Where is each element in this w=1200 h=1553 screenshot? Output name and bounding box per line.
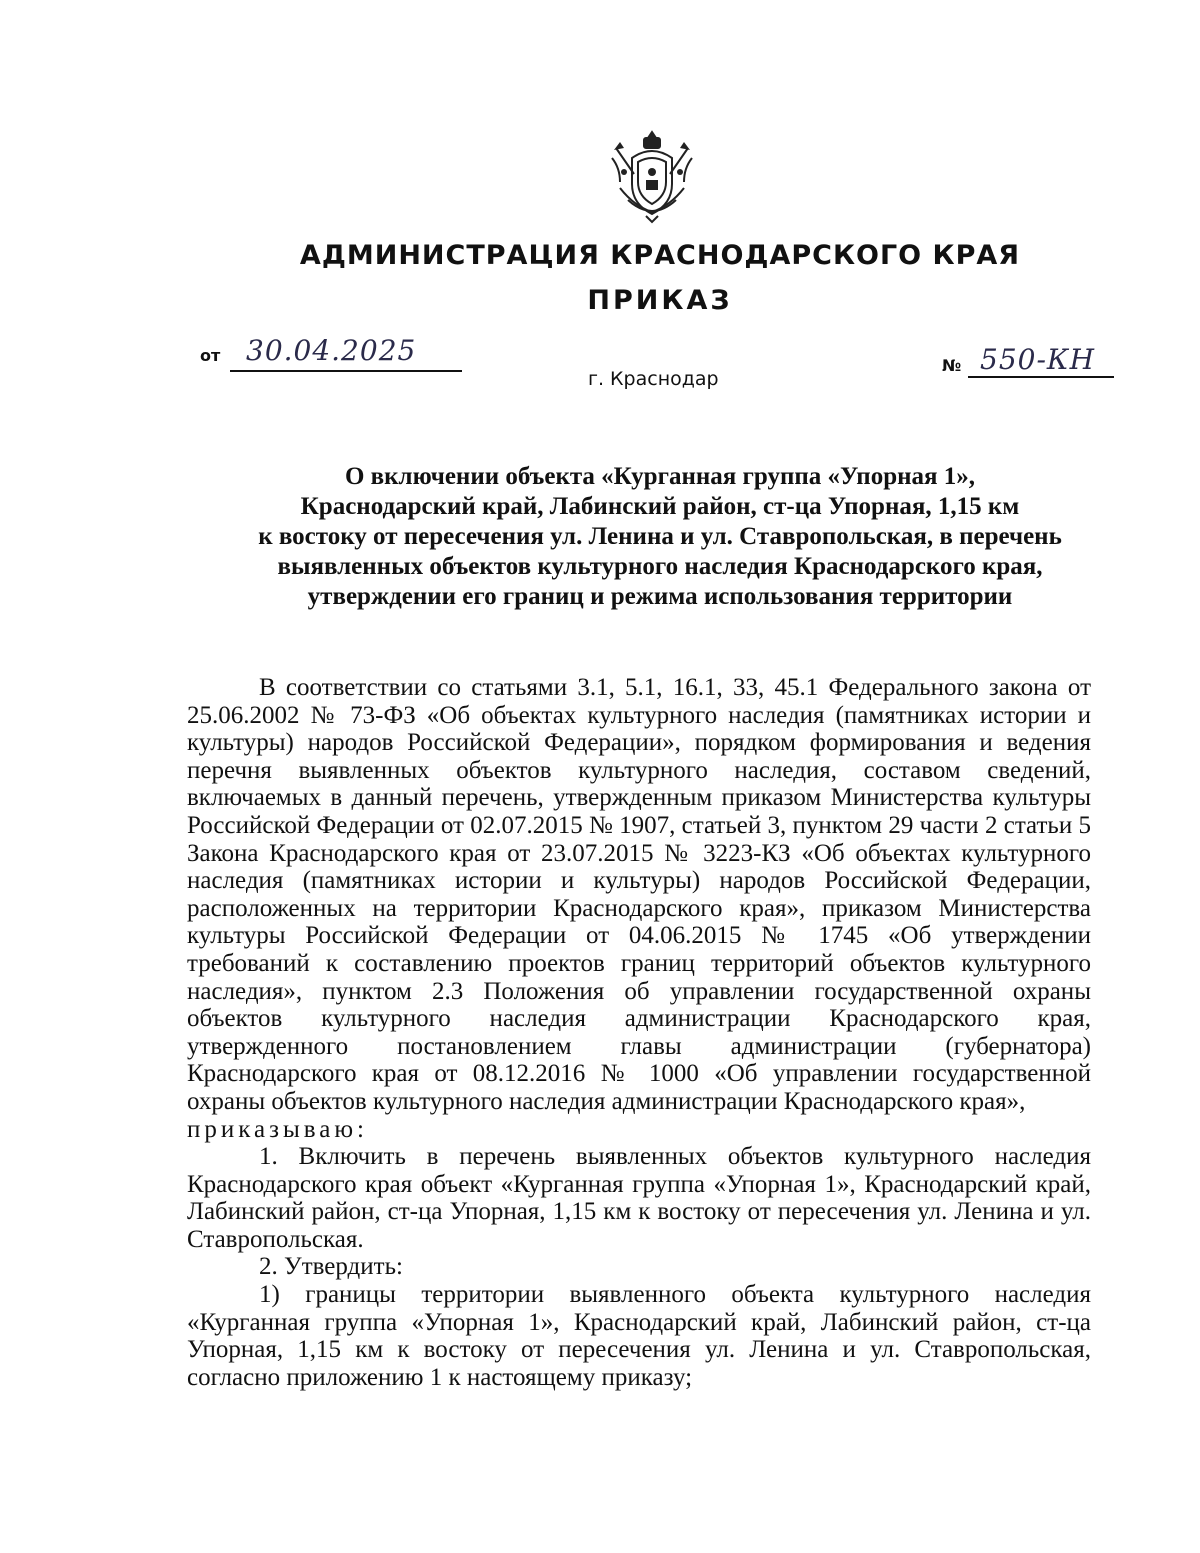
title-line: О включении объекта «Курганная группа «Упорная 1», [344, 463, 976, 490]
document-type: ПРИКАЗ [587, 285, 733, 316]
title-line: Краснодарский край, Лабинский район, ст-ца Упорная, 1,15 км [300, 493, 1020, 520]
title-line: утверждении его границ и режима использования территории [307, 583, 1013, 610]
item-2-paragraph: 2. Утвердить: [259, 1253, 403, 1281]
number-value: 550-КН [980, 343, 1095, 376]
date-value: 30.04.2025 [246, 334, 417, 367]
item-2-1-paragraph: 1) границы территории выявленного объекта культурного наследия «Курганная группа «Упорная 1», Краснодарский край, Лабинский район, ст-ца Упорная, 1,15 км к востоку от пересечения ул. Ленина и ул. Ставропольская, согласно приложению 1 к настоящему приказу; [187, 1281, 1091, 1391]
document-body [187, 674, 1091, 1391]
city: г. Краснодар [588, 368, 719, 390]
title-line: выявленных объектов культурного наследия Краснодарского края, [277, 553, 1043, 580]
date-label: от [200, 346, 221, 365]
number-underline [968, 376, 1114, 378]
number-label: № [942, 356, 962, 375]
document-title [160, 462, 1160, 612]
preamble-paragraph: В соответствии со статьями 3.1, 5.1, 16.1, 33, 45.1 Федерального закона от 25.06.2002 № 73-ФЗ «Об объектах культурного наследия (памятниках истории и культуры) народов Российской Федерации», порядком формирования и ведения перечня выявленных объектов культурного наследия, составом сведений, включаемых в данный перечень, утвержденным приказом Министерства культуры Российской Федерации от 02.07.2015 № 1907, статьей 3, пунктом 29 части 2 статьи 5 Закона Краснодарского края от 23.07.2015 № 3223-КЗ «Об объектах культурного наследия (памятниках истории и культуры) народов Российской Федерации, расположенных на территории Краснодарского края», приказом Министерства культуры Российской Федерации от 04.06.2015 № 1745 «Об утверждении требований к составлению проектов границ территорий объектов культурного наследия», пунктом 2.3 Положения об управлении государственной охраны объектов культурного наследия администрации Краснодарского края, утвержденного постановлением главы администрации (губернатора) Краснодарского края от 08.12.2016 № 1000 «Об управлении государственной охраны объектов культурного наследия администрации Краснодарского края», [187, 674, 1091, 1115]
item-1-paragraph: 1. Включить в перечень выявленных объектов культурного наследия Краснодарского края объект «Курганная группа «Упорная 1», Краснодарский край, Лабинский район, ст-ца Упорная, 1,15 км к востоку от пересечения ул. Ленина и ул. Ставропольская. [187, 1143, 1091, 1253]
order-word: приказываю: [187, 1115, 368, 1143]
date-underline [230, 370, 462, 372]
title-line: к востоку от пересечения ул. Ленина и ул. Ставропольская, в перечень [258, 523, 1062, 550]
krasnodar-coat-of-arms-icon [606, 128, 698, 224]
organization-name: АДМИНИСТРАЦИЯ КРАСНОДАРСКОГО КРАЯ [299, 240, 1021, 271]
